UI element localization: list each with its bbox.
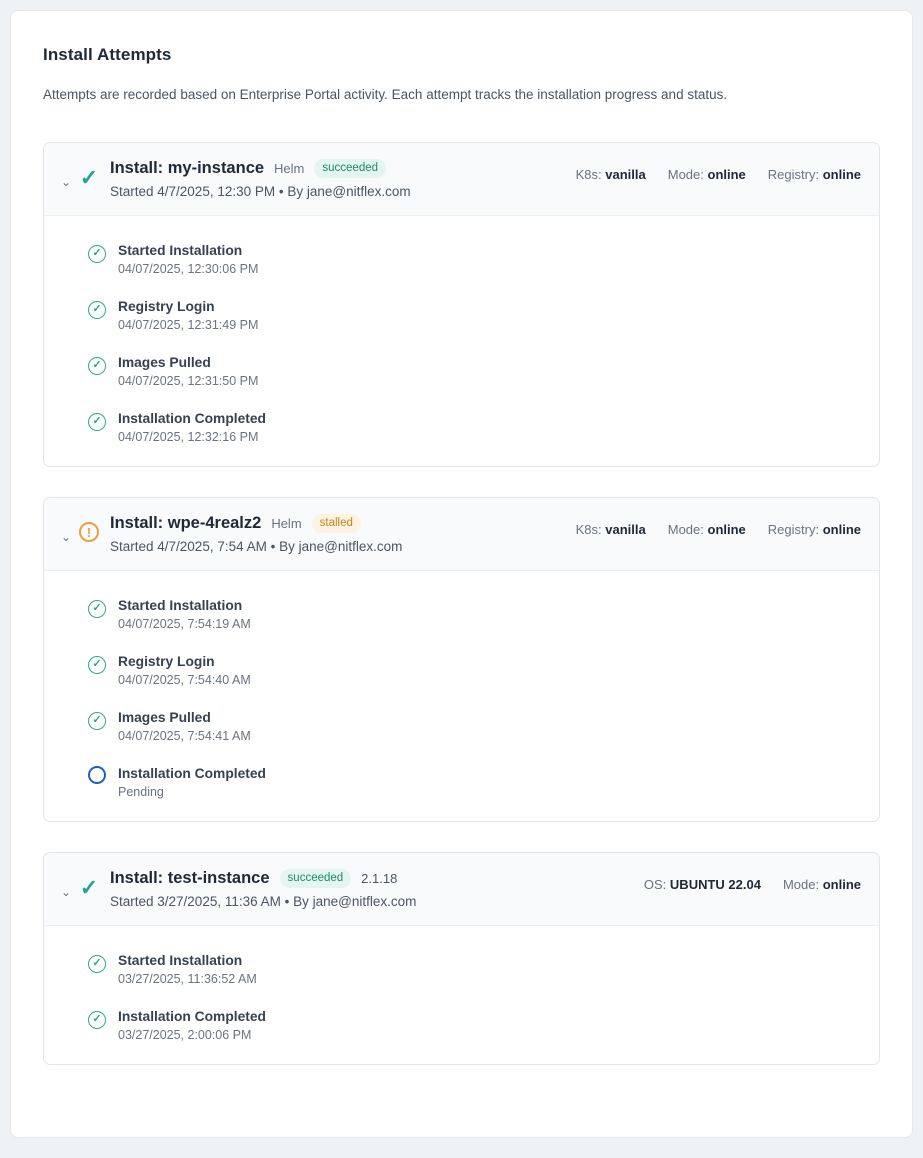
step-label: Installation Completed <box>118 1009 266 1024</box>
attempt-steps <box>44 216 879 466</box>
meta-item <box>668 167 746 182</box>
meta-value: online <box>822 167 861 182</box>
chevron-down-icon[interactable]: ⌄ <box>60 530 72 544</box>
step-body <box>118 1008 861 1042</box>
attempt-engine-label: Helm <box>274 161 305 176</box>
step-timestamp: 04/07/2025, 7:54:41 AM <box>118 729 251 743</box>
step-body <box>118 765 861 799</box>
status-badge: stalled <box>312 514 361 533</box>
step-row <box>88 242 861 276</box>
circle-check-icon <box>88 299 118 319</box>
circle-check-icon-glyph: ✓ <box>88 301 106 319</box>
step-timestamp: 04/07/2025, 12:31:50 PM <box>118 374 259 388</box>
circle-check-icon <box>88 598 118 618</box>
attempt-header-main <box>104 514 576 554</box>
step-timestamp: 03/27/2025, 11:36:52 AM <box>118 972 257 986</box>
check-icon-glyph: ✓ <box>79 165 99 190</box>
attempt-title-row <box>110 869 644 888</box>
page-title: Install Attempts <box>43 45 172 64</box>
meta-item <box>668 522 746 537</box>
install-attempts-card <box>10 10 913 1138</box>
step-timestamp: 04/07/2025, 12:32:16 PM <box>118 430 259 444</box>
step-label: Installation Completed <box>118 411 266 426</box>
step-label: Registry Login <box>118 654 215 669</box>
meta-label: Mode: <box>667 167 704 182</box>
meta-item <box>783 877 861 892</box>
attempt-title: Install: wpe-4realz2 <box>110 514 262 532</box>
step-row <box>88 597 861 631</box>
circle-pending-icon <box>88 766 118 789</box>
step-body <box>118 298 861 332</box>
meta-value: UBUNTU 22.04 <box>669 877 761 892</box>
attempt-card <box>43 497 880 822</box>
attempt-header[interactable] <box>44 853 879 926</box>
chevron-down-icon[interactable]: ⌄ <box>60 885 72 899</box>
step-timestamp: 03/27/2025, 2:00:06 PM <box>118 1028 252 1042</box>
attempt-meta <box>644 877 861 892</box>
circle-pending-icon-glyph <box>88 766 106 784</box>
attempt-header-main <box>104 869 644 909</box>
step-row <box>88 298 861 332</box>
meta-value: online <box>707 522 746 537</box>
meta-value: online <box>822 522 861 537</box>
step-body <box>118 354 861 388</box>
attempt-card <box>43 852 880 1065</box>
circle-check-icon-glyph: ✓ <box>88 1011 106 1029</box>
step-label: Started Installation <box>118 598 243 613</box>
step-label: Started Installation <box>118 243 243 258</box>
circle-check-icon-glyph: ✓ <box>88 413 106 431</box>
step-body <box>118 709 861 743</box>
status-badge: succeeded <box>280 869 352 888</box>
attempt-title: Install: my-instance <box>110 159 265 177</box>
circle-check-icon <box>88 953 118 973</box>
circle-check-icon-glyph: ✓ <box>88 656 106 674</box>
circle-check-icon <box>88 411 118 431</box>
meta-value: vanilla <box>605 167 646 182</box>
meta-item <box>576 522 646 537</box>
step-body <box>118 952 861 986</box>
attempt-subtitle: Started 4/7/2025, 7:54 AM • By jane@nitflex.com <box>110 539 403 554</box>
meta-value: vanilla <box>605 522 646 537</box>
step-label: Images Pulled <box>118 355 211 370</box>
attempt-steps <box>44 926 879 1064</box>
attempt-subtitle: Started 4/7/2025, 12:30 PM • By jane@nitflex.com <box>110 184 411 199</box>
attempt-subtitle: Started 3/27/2025, 11:36 AM • By jane@nitflex.com <box>110 894 417 909</box>
step-row <box>88 354 861 388</box>
step-row <box>88 653 861 687</box>
step-timestamp: 04/07/2025, 7:54:40 AM <box>118 673 251 687</box>
circle-check-icon-glyph: ✓ <box>88 245 106 263</box>
attempts-list <box>33 142 890 1065</box>
warning-icon-glyph: ! <box>79 522 99 542</box>
circle-check-icon-glyph: ✓ <box>88 600 106 618</box>
meta-item <box>644 877 761 892</box>
step-row <box>88 709 861 743</box>
circle-check-icon <box>88 710 118 730</box>
circle-check-icon <box>88 1009 118 1029</box>
attempt-header[interactable] <box>44 143 879 216</box>
circle-check-icon-glyph: ✓ <box>88 712 106 730</box>
step-body <box>118 597 861 631</box>
circle-check-icon-glyph: ✓ <box>88 357 106 375</box>
meta-item <box>768 167 861 182</box>
circle-check-icon-glyph: ✓ <box>88 955 106 973</box>
step-body <box>118 653 861 687</box>
meta-label: K8s: <box>575 522 602 537</box>
meta-label: Registry: <box>767 167 820 182</box>
status-badge: succeeded <box>314 159 386 178</box>
attempt-header[interactable] <box>44 498 879 571</box>
attempt-meta <box>576 167 861 182</box>
attempt-meta <box>576 522 861 537</box>
step-timestamp: Pending <box>118 785 164 799</box>
meta-label: Registry: <box>767 522 820 537</box>
meta-value: online <box>822 877 861 892</box>
attempt-steps <box>44 571 879 821</box>
page-description: Attempts are recorded based on Enterprise Portal activity. Each attempt tracks the installation progress and status. <box>43 87 728 102</box>
step-body <box>118 242 861 276</box>
step-row <box>88 410 861 444</box>
circle-check-icon <box>88 243 118 263</box>
chevron-down-icon[interactable]: ⌄ <box>60 175 72 189</box>
attempt-title-row <box>110 514 576 533</box>
meta-label: Mode: <box>667 522 704 537</box>
step-body <box>118 410 861 444</box>
attempt-header-main <box>104 159 576 199</box>
attempt-engine-label: Helm <box>271 516 302 531</box>
meta-item <box>768 522 861 537</box>
circle-check-icon <box>88 654 118 674</box>
check-icon <box>74 167 104 190</box>
step-label: Registry Login <box>118 299 215 314</box>
attempt-card <box>43 142 880 467</box>
warning-icon <box>74 522 104 542</box>
step-row <box>88 1008 861 1042</box>
check-icon <box>74 877 104 900</box>
meta-value: online <box>707 167 746 182</box>
meta-item <box>576 167 646 182</box>
meta-label: K8s: <box>575 167 602 182</box>
step-timestamp: 04/07/2025, 12:31:49 PM <box>118 318 259 332</box>
attempt-title: Install: test-instance <box>110 869 270 887</box>
meta-label: OS: <box>643 877 667 892</box>
meta-label: Mode: <box>782 877 820 892</box>
step-label: Images Pulled <box>118 710 211 725</box>
check-icon-glyph: ✓ <box>79 875 99 900</box>
attempt-title-row <box>110 159 576 178</box>
step-timestamp: 04/07/2025, 7:54:19 AM <box>118 617 251 631</box>
step-label: Started Installation <box>118 953 243 968</box>
step-row <box>88 952 861 986</box>
step-row <box>88 765 861 799</box>
step-label: Installation Completed <box>118 766 266 781</box>
circle-check-icon <box>88 355 118 375</box>
attempt-version-label: 2.1.18 <box>361 871 398 886</box>
step-timestamp: 04/07/2025, 12:30:06 PM <box>118 262 259 276</box>
